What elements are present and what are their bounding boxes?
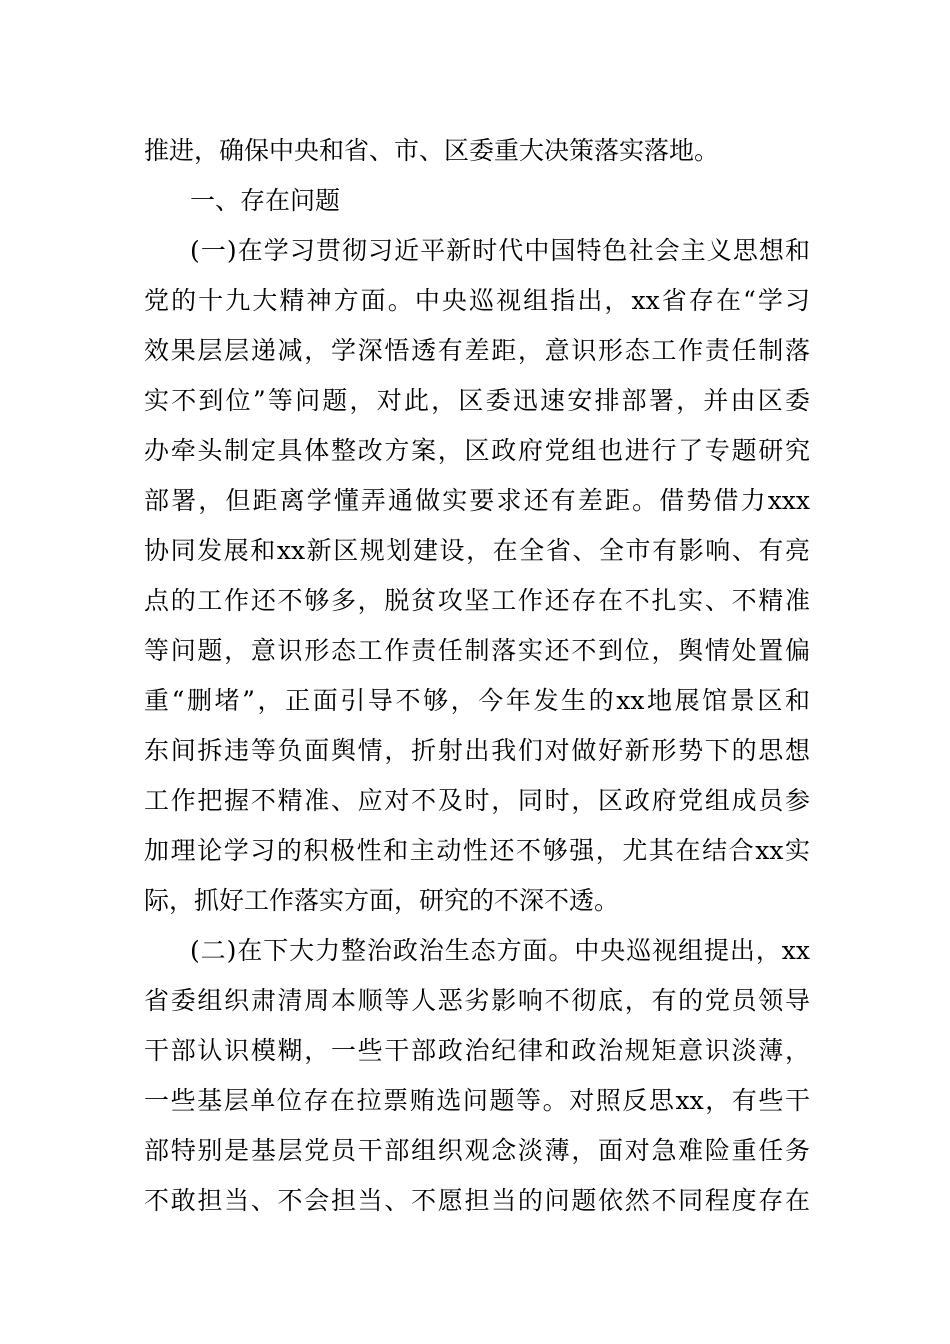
text-line: (一)在学习贯彻习近平新时代中国特色社会主义思想和 <box>190 236 810 265</box>
text-line: 东间拆违等负面舆情，折射出我们对做好新形势下的思想 <box>144 736 810 765</box>
text-line: 协同发展和xx新区规划建设，在全省、全市有影响、有亮 <box>144 536 810 565</box>
text-line: 省委组织肃清周本顺等人恶劣影响不彻底，有的党员领导 <box>144 986 810 1015</box>
text-line: 部署，但距离学懂弄通做实要求还有差距。借势借力xxx <box>144 486 810 515</box>
text-line: 不敢担当、不会担当、不愿担当的问题依然不同程度存在 <box>144 1186 810 1215</box>
text-line: 际，抓好工作落实方面，研究的不深不透。 <box>144 886 620 915</box>
section-heading: 一、存在问题 <box>190 186 341 215</box>
text-line: 点的工作还不够多，脱贫攻坚工作还存在不扎实、不精准 <box>144 586 810 615</box>
text-line: 重“删堵”，正面引导不够，今年发生的xx地展馆景区和 <box>144 686 810 715</box>
text-line: 实不到位”等问题，对此，区委迅速安排部署，并由区委 <box>144 386 810 415</box>
text-line: 推进，确保中央和省、市、区委重大决策落实落地。 <box>144 136 720 165</box>
text-line: (二)在下大力整治政治生态方面。中央巡视组提出，xx <box>190 936 810 965</box>
text-line: 办牵头制定具体整改方案，区政府党组也进行了专题研究 <box>144 436 810 465</box>
document-body <box>144 126 810 1226</box>
text-line: 党的十九大精神方面。中央巡视组指出，xx省存在“学习 <box>144 286 810 315</box>
text-line: 部特别是基层党员干部组织观念淡薄，面对急难险重任务 <box>144 1136 810 1165</box>
text-line: 干部认识模糊，一些干部政治纪律和政治规矩意识淡薄， <box>144 1036 810 1065</box>
text-line: 等问题，意识形态工作责任制落实还不到位，舆情处置偏 <box>144 636 810 665</box>
text-line: 效果层层递减，学深悟透有差距，意识形态工作责任制落 <box>144 336 810 365</box>
text-line: 加理论学习的积极性和主动性还不够强，尤其在结合xx实 <box>144 836 810 865</box>
text-line: 一些基层单位存在拉票贿选问题等。对照反思xx，有些干 <box>144 1086 810 1115</box>
text-line: 工作把握不精准、应对不及时，同时，区政府党组成员参 <box>144 786 810 815</box>
